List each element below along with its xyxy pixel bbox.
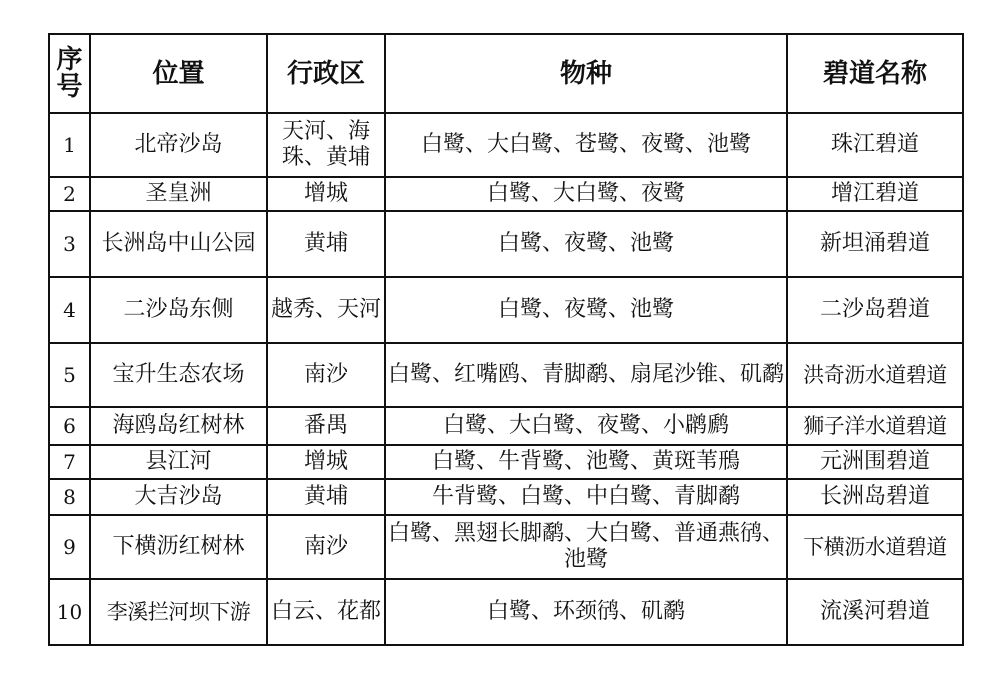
table-row — [49, 211, 963, 277]
cell-district: 南沙 — [267, 515, 385, 579]
cell-species: 白鹭、大白鹭、夜鹭、小䴙䴘 — [385, 407, 787, 445]
table-row — [49, 579, 963, 645]
cell-district: 增城 — [267, 445, 385, 479]
cell-location: 李溪拦河坝下游 — [90, 579, 267, 645]
cell-district: 黄埔 — [267, 211, 385, 277]
species-table — [48, 33, 964, 646]
cell-index: 5 — [49, 343, 90, 407]
table-row — [49, 479, 963, 515]
cell-index: 10 — [49, 579, 90, 645]
cell-location: 大吉沙岛 — [90, 479, 267, 515]
cell-greenway: 增江碧道 — [787, 177, 963, 211]
table-row — [49, 407, 963, 445]
cell-species: 白鹭、红嘴鸥、青脚鹬、扇尾沙锥、矶鹬 — [385, 343, 787, 407]
cell-species: 白鹭、牛背鹭、池鹭、黄斑苇鳽 — [385, 445, 787, 479]
cell-district: 增城 — [267, 177, 385, 211]
header-index — [49, 34, 90, 113]
cell-location: 北帝沙岛 — [90, 113, 267, 177]
cell-greenway: 元洲围碧道 — [787, 445, 963, 479]
cell-greenway: 二沙岛碧道 — [787, 277, 963, 343]
cell-species: 白鹭、环颈鸻、矶鹬 — [385, 579, 787, 645]
cell-district: 黄埔 — [267, 479, 385, 515]
cell-greenway: 流溪河碧道 — [787, 579, 963, 645]
cell-district: 番禺 — [267, 407, 385, 445]
table-row — [49, 277, 963, 343]
cell-greenway: 下横沥水道碧道 — [787, 515, 963, 579]
header-species: 物种 — [385, 34, 787, 113]
cell-index: 1 — [49, 113, 90, 177]
cell-greenway: 洪奇沥水道碧道 — [787, 343, 963, 407]
cell-location: 海鸥岛红树林 — [90, 407, 267, 445]
cell-index: 6 — [49, 407, 90, 445]
cell-index: 7 — [49, 445, 90, 479]
table-row — [49, 515, 963, 579]
table-row — [49, 445, 963, 479]
cell-greenway: 珠江碧道 — [787, 113, 963, 177]
cell-index: 3 — [49, 211, 90, 277]
cell-index: 2 — [49, 177, 90, 211]
cell-district: 南沙 — [267, 343, 385, 407]
cell-location: 圣皇洲 — [90, 177, 267, 211]
table-row — [49, 113, 963, 177]
header-index-line2: 号 — [56, 71, 83, 102]
header-district: 行政区 — [267, 34, 385, 113]
cell-species: 白鹭、大白鹭、夜鹭 — [385, 177, 787, 211]
cell-index: 8 — [49, 479, 90, 515]
cell-location: 二沙岛东侧 — [90, 277, 267, 343]
cell-district: 天河、海珠、黄埔 — [267, 113, 385, 177]
cell-greenway: 狮子洋水道碧道 — [787, 407, 963, 445]
cell-species: 白鹭、大白鹭、苍鹭、夜鹭、池鹭 — [385, 113, 787, 177]
cell-location: 长洲岛中山公园 — [90, 211, 267, 277]
cell-greenway: 新坦涌碧道 — [787, 211, 963, 277]
cell-district: 白云、花都 — [267, 579, 385, 645]
cell-district: 越秀、天河 — [267, 277, 385, 343]
cell-location: 宝升生态农场 — [90, 343, 267, 407]
cell-species: 牛背鹭、白鹭、中白鹭、青脚鹬 — [385, 479, 787, 515]
cell-location: 下横沥红树林 — [90, 515, 267, 579]
table-row — [49, 177, 963, 211]
cell-species: 白鹭、夜鹭、池鹭 — [385, 211, 787, 277]
header-index-line1: 序 — [56, 44, 83, 75]
cell-species: 白鹭、夜鹭、池鹭 — [385, 277, 787, 343]
table-row — [49, 343, 963, 407]
header-location: 位置 — [90, 34, 267, 113]
cell-index: 9 — [49, 515, 90, 579]
cell-greenway: 长洲岛碧道 — [787, 479, 963, 515]
header-row — [49, 34, 963, 113]
cell-index: 4 — [49, 277, 90, 343]
cell-location: 县江河 — [90, 445, 267, 479]
header-greenway: 碧道名称 — [787, 34, 963, 113]
cell-species: 白鹭、黑翅长脚鹬、大白鹭、普通燕鸻、池鹭 — [385, 515, 787, 579]
